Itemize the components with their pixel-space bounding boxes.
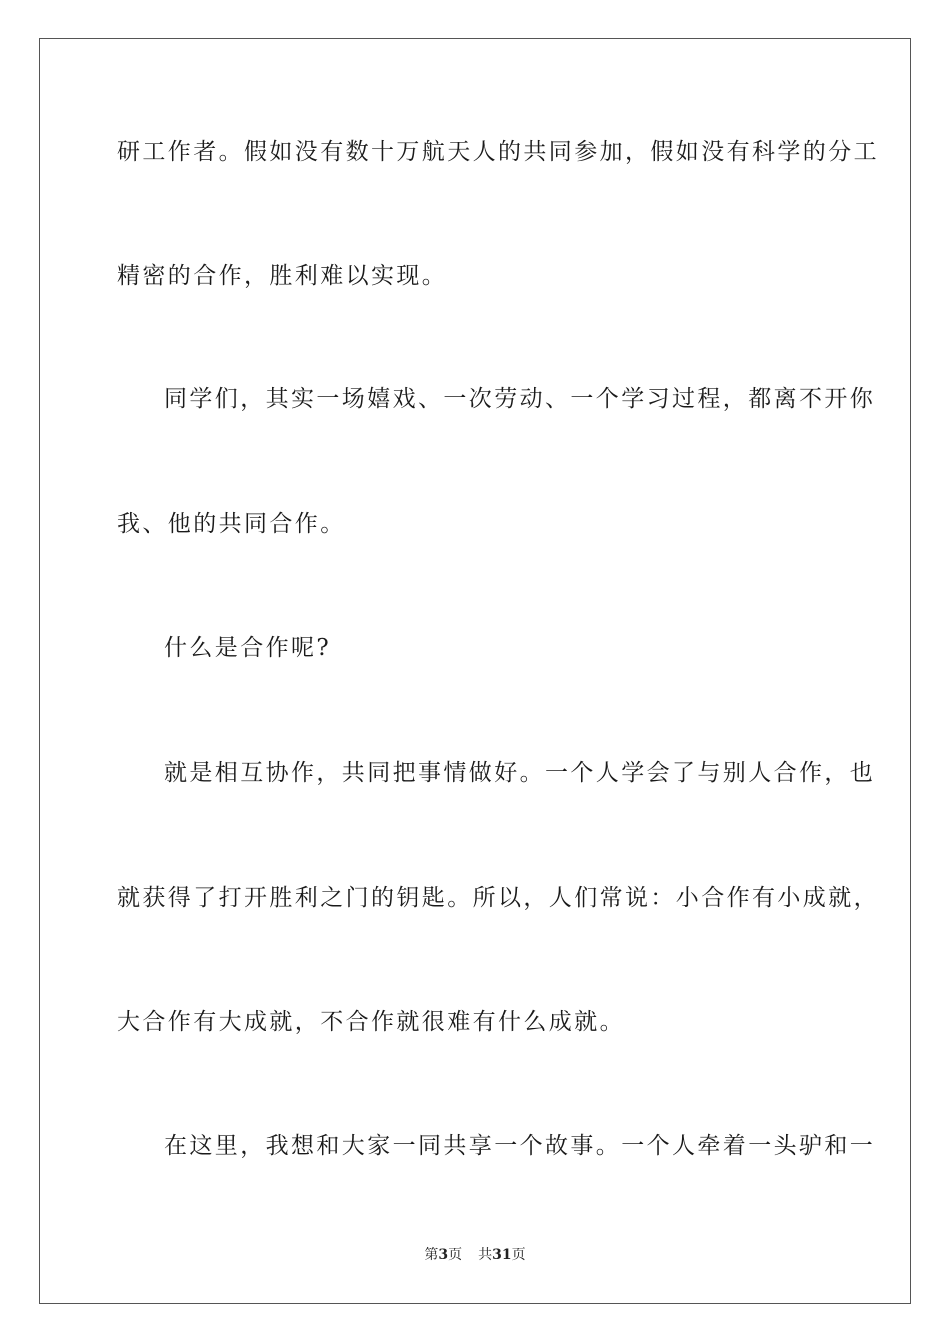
text-line-2: 精密的合作，胜利难以实现。 xyxy=(117,263,448,289)
text-line-3: 同学们，其实一场嬉戏、一次劳动、一个学习过程，都离不开你 xyxy=(164,386,876,412)
page-footer xyxy=(0,1246,950,1264)
text-line-8: 大合作有大成就，不合作就很难有什么成就。 xyxy=(117,1009,625,1035)
page-border xyxy=(39,38,911,1304)
text-line-4: 我、他的共同合作。 xyxy=(117,511,346,537)
text-line-5: 什么是合作呢? xyxy=(164,635,332,661)
page-prefix: 第 xyxy=(424,1247,439,1263)
text-line-9: 在这里，我想和大家一同共享一个故事。一个人牵着一头驴和一 xyxy=(164,1133,876,1159)
total-pages: 31 xyxy=(492,1247,512,1263)
text-line-7: 就获得了打开胜利之门的钥匙。所以，人们常说：小合作有小成就， xyxy=(117,885,879,911)
total-prefix: 共 xyxy=(478,1247,493,1263)
page-suffix: 页 xyxy=(448,1247,463,1263)
total-suffix: 页 xyxy=(511,1247,526,1263)
text-line-1: 研工作者。假如没有数十万航天人的共同参加，假如没有科学的分工 xyxy=(117,139,879,165)
text-line-6: 就是相互协作，共同把事情做好。一个人学会了与别人合作，也 xyxy=(164,760,876,786)
page-number: 3 xyxy=(438,1247,449,1263)
